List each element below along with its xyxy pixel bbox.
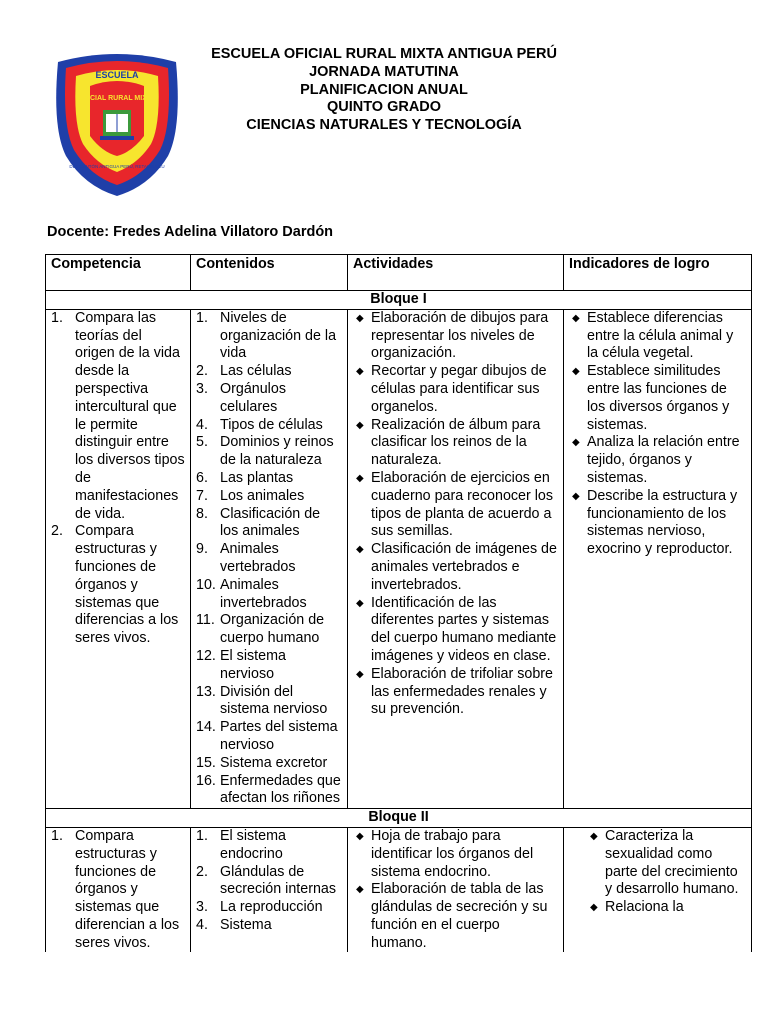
diamond-bullet-icon: ◆ [356,597,364,609]
actividad-item [353,541,558,594]
contenido-item [196,719,342,755]
school-crest-logo [50,48,184,198]
contenido-list [196,828,342,935]
actividad-text: Clasificación de imágenes de animales vertebrados e invertebrados. [371,541,557,593]
list-number: 1. [51,309,63,326]
list-number: 1. [51,827,63,844]
actividad-item [353,666,558,719]
contenido-item [196,434,342,470]
competencia-text: Compara las teorías del origen de la vida desde la perspectiva intercultural que le permite distinguir entre los diversos tipos de manifestaciones de vida. [75,309,185,522]
list-number: 7. [196,487,208,504]
contenido-item [196,310,342,363]
contenido-item [196,612,342,648]
list-number: 13. [196,683,216,700]
competencia-cell [46,827,191,952]
svg-text:ESCUELA: ESCUELA [95,70,139,80]
competencia-list [51,828,185,953]
contenido-text: División del sistema nervioso [220,683,328,718]
diamond-bullet-icon: ◆ [356,668,364,680]
indicador-text: Analiza la relación entre tejido, órganos y sistemas. [587,434,740,486]
contenido-text: Niveles de organización de la vida [220,309,337,362]
indicador-item [587,899,746,917]
actividad-item [353,881,558,952]
actividades-cell [348,827,564,952]
contenido-item [196,648,342,684]
contenidos-cell [191,827,348,952]
teacher-name: Docente: Fredes Adelina Villatoro Dardón [47,224,334,240]
header-contenidos: Contenidos [191,255,348,291]
contenido-text: Animales vertebrados [220,541,296,575]
svg-text:DEL CANTÓN ANTIGUA PERÚ, RETAL: DEL CANTÓN ANTIGUA PERÚ, RETALHULEU [69,164,165,169]
list-number: 8. [196,505,208,522]
header-competencia: Competencia [46,255,191,291]
list-number: 10. [196,576,216,593]
list-number: 2. [196,863,208,880]
block-title: Bloque II [46,809,752,828]
diamond-bullet-icon: ◆ [356,472,364,484]
block-title: Bloque I [46,291,752,310]
contenido-text: Partes del sistema nervioso [220,719,338,753]
grade: QUINTO GRADO [326,99,442,116]
actividad-text: Hoja de trabajo para identificar los órganos del sistema endocrino. [371,827,534,880]
contenido-item [196,828,342,864]
diamond-bullet-icon: ◆ [356,830,364,842]
contenido-item [196,577,342,613]
contenido-text: Las células [220,363,292,380]
list-number: 1. [196,827,208,844]
contenido-text: Glándulas de secreción internas [220,863,337,898]
competencia-text: Compara estructuras y funciones de órganos y sistemas que diferencias a los seres vivos. [75,523,179,647]
list-number: 3. [196,380,208,397]
diamond-bullet-icon: ◆ [572,437,580,449]
table-header-row [46,255,752,291]
actividad-text: Elaboración de dibujos para representar los niveles de organización. [371,309,549,362]
header-indicadores: Indicadores de logro [564,255,752,291]
diamond-bullet-icon: ◆ [356,884,364,896]
contenido-text: Clasificación de los animales [220,505,321,540]
competencia-cell [46,309,191,808]
contenido-text: Tipos de células [220,416,323,433]
contenido-text: Los animales [220,487,305,504]
indicadores-cell [564,309,752,808]
contenido-item [196,755,342,773]
indicadores-cell [564,827,752,952]
competencia-item [51,523,185,648]
indicador-list [569,310,746,559]
contenido-item [196,864,342,900]
shift: JORNADA MATUTINA [309,63,459,80]
competencia-item [51,310,185,524]
contenido-item [196,488,342,506]
planning-table [45,254,752,952]
actividad-text: Recortar y pegar dibujos de células para identificar sus organelos. [371,363,547,415]
indicador-item [569,310,746,363]
contenido-text: El sistema endocrino [220,827,286,862]
contenido-item [196,363,342,381]
list-number: 2. [196,363,208,380]
actividad-list [353,310,558,719]
list-number: 4. [196,916,208,933]
plan-title: PLANIFICACION ANUAL [300,81,468,98]
actividad-item [353,363,558,416]
actividad-text: Identificación de las diferentes partes y sistemas del cuerpo humano mediante imágenes y videos en clase. [371,594,557,664]
indicador-text: Caracteriza la sexualidad como parte del crecimiento y desarrollo humano. [605,827,739,898]
contenido-text: Sistema excretor [220,754,328,771]
list-number: 14. [196,719,216,736]
block-title-row [46,809,752,828]
list-number: 6. [196,469,208,486]
list-number: 9. [196,541,208,558]
actividad-item [353,310,558,363]
diamond-bullet-icon: ◆ [572,312,580,324]
list-number: 16. [196,772,216,789]
actividad-item [353,828,558,881]
diamond-bullet-icon: ◆ [356,419,364,431]
actividad-list [353,828,558,953]
contenido-text: Enfermedades que afectan los riñones [220,772,341,807]
contenido-text: Las plantas [220,469,294,486]
actividad-text: Elaboración de tabla de las glándulas de secreción y su función en el cuerpo humano. [371,881,548,951]
contenido-item [196,684,342,720]
block-content-row [46,309,752,808]
indicador-text: Establece similitudes entre las funciones de los diversos órganos y sistemas. [587,363,730,433]
indicador-text: Relaciona la [605,899,684,916]
actividad-item [353,470,558,541]
indicador-list [569,828,746,917]
competencia-list [51,310,185,648]
contenido-item [196,470,342,488]
indicador-text: Describe la estructura y funcionamiento de los sistemas nervioso, exocrino y reproductor. [587,487,738,558]
actividades-cell [348,309,564,808]
list-number: 11. [196,612,215,629]
contenido-text: Orgánulos celulares [220,380,286,415]
diamond-bullet-icon: ◆ [356,312,364,324]
contenido-text: Organización de cuerpo humano [220,612,325,647]
list-number: 15. [196,754,216,771]
header-actividades: Actividades [348,255,564,291]
actividad-item [353,595,558,666]
diamond-bullet-icon: ◆ [572,490,580,502]
contenido-list [196,310,342,808]
contenido-text: El sistema nervioso [220,647,286,682]
list-number: 12. [196,647,216,664]
diamond-bullet-icon: ◆ [356,544,364,556]
contenido-item [196,899,342,917]
list-number: 5. [196,434,208,451]
contenido-item [196,773,342,809]
indicador-item [569,488,746,559]
svg-text:OFICIAL RURAL MIXTA: OFICIAL RURAL MIXTA [78,95,156,102]
block-content-row [46,827,752,952]
contenido-text: La reproducción [220,899,323,916]
subject: CIENCIAS NATURALES Y TECNOLOGÍA [246,117,522,134]
contenido-text: Sistema [220,916,272,933]
contenido-text: Dominios y reinos de la naturaleza [220,434,334,469]
block-title-row [46,291,752,310]
competencia-text: Compara estructuras y funciones de órganos y sistemas que diferencian a los seres vivos. [75,827,180,951]
contenido-text: Animales invertebrados [220,576,307,611]
document-header [180,46,588,135]
contenido-item [196,917,342,935]
indicador-item [587,828,746,899]
list-number: 4. [196,416,208,433]
contenido-item [196,541,342,577]
contenido-item [196,506,342,542]
diamond-bullet-icon: ◆ [356,366,364,378]
list-number: 2. [51,523,63,540]
diamond-bullet-icon: ◆ [590,902,598,914]
diamond-bullet-icon: ◆ [590,830,598,842]
contenido-item [196,381,342,417]
contenido-item [196,417,342,435]
diamond-bullet-icon: ◆ [572,366,580,378]
actividad-text: Realización de álbum para clasificar los reinos de la naturaleza. [371,416,541,469]
actividad-text: Elaboración de trifoliar sobre las enfermedades renales y su prevención. [371,665,553,718]
school-name: ESCUELA OFICIAL RURAL MIXTA ANTIGUA PERÚ [211,46,557,62]
contenidos-cell [191,309,348,808]
indicador-text: Establece diferencias entre la célula animal y la célula vegetal. [587,309,734,362]
actividad-item [353,417,558,470]
list-number: 1. [196,309,208,326]
list-number: 3. [196,899,208,916]
indicador-item [569,434,746,487]
indicador-item [569,363,746,434]
actividad-text: Elaboración de ejercicios en cuaderno para reconocer los tipos de planta de acuerdo a sus semillas. [371,469,553,540]
competencia-item [51,828,185,953]
